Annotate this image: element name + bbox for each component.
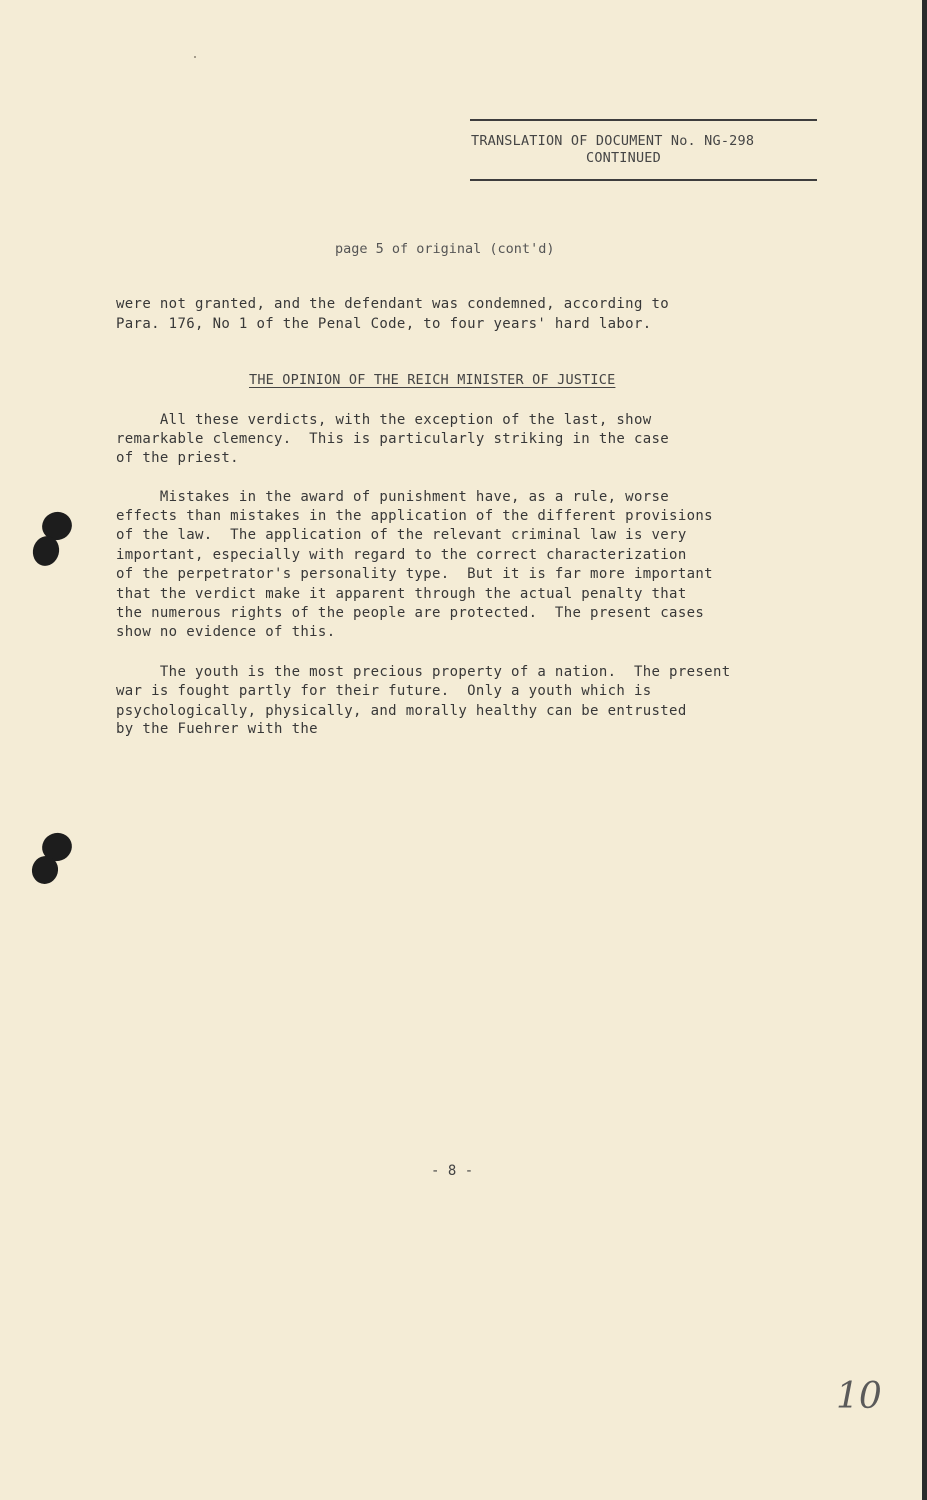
- paper-speck: [194, 56, 196, 58]
- text-line: of the priest.: [116, 450, 239, 466]
- text-line: the numerous rights of the people are protected. The present cases: [116, 605, 705, 621]
- text-line: of the perpetrator's personality type. But it is far more important: [116, 566, 713, 582]
- text-line: war is fought partly for their future. Only a youth which is: [116, 683, 652, 699]
- text-line: show no evidence of this.: [116, 624, 336, 640]
- text-line: Mistakes in the award of punishment have, as a rule, worse: [116, 489, 670, 505]
- header-top-rule: [470, 119, 817, 121]
- text-line: effects than mistakes in the application of the different provisions: [116, 508, 713, 524]
- text-line: were not granted, and the defendant was condemned, according to: [116, 296, 670, 312]
- section-heading: THE OPINION OF THE REICH MINISTER OF JUSTICE: [249, 372, 616, 388]
- text-line: All these verdicts, with the exception of the last, show: [116, 412, 652, 428]
- text-line: important, especially with regard to the correct characterization: [116, 547, 687, 563]
- header-continued: CONTINUED: [586, 150, 661, 166]
- page-reference: page 5 of original (cont'd): [335, 241, 555, 257]
- text-line: Para. 176, No 1 of the Penal Code, to four years' hard labor.: [116, 316, 652, 332]
- header-bottom-rule: [470, 179, 817, 181]
- page-number: - 8 -: [431, 1163, 474, 1179]
- text-line: psychologically, physically, and morally healthy can be entrusted: [116, 703, 687, 719]
- text-line: of the law. The application of the relevant criminal law is very: [116, 527, 687, 543]
- page-edge: [922, 0, 927, 1500]
- text-line: The youth is the most precious property of a nation. The present: [116, 664, 731, 680]
- handwritten-number: 10: [836, 1376, 882, 1417]
- text-line: by the Fuehrer with the: [116, 721, 318, 737]
- header-title: TRANSLATION OF DOCUMENT No. NG-298: [471, 133, 755, 149]
- text-line: remarkable clemency. This is particularly striking in the case: [116, 431, 670, 447]
- text-line: that the verdict make it apparent through the actual penalty that: [116, 586, 687, 602]
